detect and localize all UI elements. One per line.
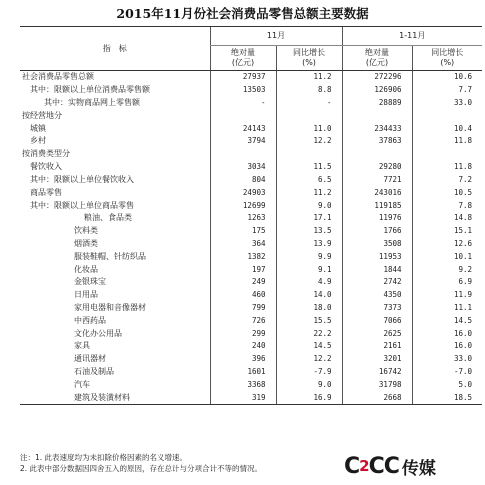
month-yoy-cell: 14.0 xyxy=(276,289,342,302)
ytd-yoy-cell: 6.9 xyxy=(412,276,482,289)
ytd-abs-cell: 243016 xyxy=(342,186,412,199)
table-row xyxy=(20,353,482,366)
ytd-yoy-cell: 10.6 xyxy=(412,71,482,84)
row-label: 烟酒类 xyxy=(74,238,98,248)
ytd-abs-cell xyxy=(342,148,412,161)
row-label: 家具 xyxy=(74,341,90,351)
month-abs-cell: 175 xyxy=(210,225,276,238)
month-abs-cell: 3368 xyxy=(210,379,276,392)
ytd-yoy-cell: 12.6 xyxy=(412,238,482,251)
month-yoy-cell: 9.9 xyxy=(276,250,342,263)
ytd-abs-cell: 2625 xyxy=(342,327,412,340)
ytd-yoy-cell: 10.1 xyxy=(412,250,482,263)
row-label: 家用电器和音像器材 xyxy=(74,303,146,313)
ytd-abs-cell: 4350 xyxy=(342,289,412,302)
month-abs-cell xyxy=(210,109,276,122)
ytd-abs-cell: 28889 xyxy=(342,97,412,110)
ytd-yoy-cell: 16.0 xyxy=(412,327,482,340)
month-yoy-cell: 9.0 xyxy=(276,379,342,392)
month-yoy-cell: 4.9 xyxy=(276,276,342,289)
month-abs-cell: 1263 xyxy=(210,212,276,225)
table-row xyxy=(20,327,482,340)
ytd-yoy-cell xyxy=(412,148,482,161)
ytd-yoy-cell: 11.9 xyxy=(412,289,482,302)
row-label: 按经营地分 xyxy=(22,110,62,120)
table-row xyxy=(20,109,482,122)
month-yoy-cell: 17.1 xyxy=(276,212,342,225)
month-abs-cell: 804 xyxy=(210,174,276,187)
month-abs-cell: 319 xyxy=(210,391,276,404)
indicator-header: 指 标 xyxy=(20,27,210,71)
ytd-yoy-cell: 14.8 xyxy=(412,212,482,225)
table-row xyxy=(20,289,482,302)
footnotes xyxy=(20,452,262,474)
table-row xyxy=(20,238,482,251)
table-row xyxy=(20,212,482,225)
month-yoy-cell: 11.0 xyxy=(276,122,342,135)
month-abs-cell: 13503 xyxy=(210,84,276,97)
ytd-group-header: 1-11月 xyxy=(342,27,482,46)
ytd-yoy-cell: 7.8 xyxy=(412,199,482,212)
ytd-abs-cell: 234433 xyxy=(342,122,412,135)
table-row xyxy=(20,263,482,276)
ytd-yoy-cell: 11.8 xyxy=(412,135,482,148)
row-label: 粮油、食品类 xyxy=(84,213,132,223)
ytd-abs-cell: 3201 xyxy=(342,353,412,366)
table-row xyxy=(20,340,482,353)
c2cc-logo xyxy=(344,453,474,479)
month-yoy-cell: 11.2 xyxy=(276,71,342,84)
ytd-abs-cell: 7066 xyxy=(342,314,412,327)
ytd-abs-cell: 7373 xyxy=(342,302,412,315)
ytd-yoy-cell: 16.0 xyxy=(412,340,482,353)
month-abs-cell: 799 xyxy=(210,302,276,315)
month-yoy-cell: 6.5 xyxy=(276,174,342,187)
row-label: 乡村 xyxy=(30,136,46,146)
row-label: 商品零售 xyxy=(30,187,62,197)
row-label: 餐饮收入 xyxy=(30,162,62,172)
month-yoy-cell: 13.9 xyxy=(276,238,342,251)
row-label: 石油及制品 xyxy=(74,367,114,377)
month-yoy-header: 同比增长 (%) xyxy=(276,46,342,71)
header-row-groups xyxy=(20,27,482,46)
table-row xyxy=(20,366,482,379)
month-abs-cell: 240 xyxy=(210,340,276,353)
table-row xyxy=(20,225,482,238)
month-abs-cell: - xyxy=(210,97,276,110)
table-row xyxy=(20,174,482,187)
ytd-abs-cell: 1766 xyxy=(342,225,412,238)
month-abs-header: 绝对量 (亿元) xyxy=(210,46,276,71)
ytd-yoy-cell: 7.7 xyxy=(412,84,482,97)
month-abs-cell: 27937 xyxy=(210,71,276,84)
month-yoy-cell: -7.9 xyxy=(276,366,342,379)
ytd-abs-cell: 11953 xyxy=(342,250,412,263)
ytd-abs-cell: 11976 xyxy=(342,212,412,225)
ytd-yoy-cell: 18.5 xyxy=(412,391,482,404)
row-label: 服装鞋帽、针纺织品 xyxy=(74,251,146,261)
month-yoy-cell xyxy=(276,109,342,122)
row-label: 其中：限额以上单位消费品零售额 xyxy=(30,85,150,95)
ytd-yoy-cell: 33.0 xyxy=(412,353,482,366)
ytd-abs-cell xyxy=(342,109,412,122)
ytd-yoy-cell: 11.1 xyxy=(412,302,482,315)
month-abs-cell: 1601 xyxy=(210,366,276,379)
month-abs-cell: 396 xyxy=(210,353,276,366)
ytd-yoy-cell: -7.0 xyxy=(412,366,482,379)
month-yoy-cell xyxy=(276,148,342,161)
row-label: 建筑及装潢材料 xyxy=(20,391,210,404)
ytd-abs-cell: 126906 xyxy=(342,84,412,97)
logo-mark: C2CC xyxy=(344,453,399,479)
row-label: 其中：限额以上单位餐饮收入 xyxy=(30,174,134,184)
ytd-abs-cell: 119185 xyxy=(342,199,412,212)
month-abs-cell: 12699 xyxy=(210,199,276,212)
table-row xyxy=(20,302,482,315)
month-yoy-cell: 11.2 xyxy=(276,186,342,199)
month-yoy-cell: 18.0 xyxy=(276,302,342,315)
ytd-abs-cell: 31798 xyxy=(342,379,412,392)
ytd-yoy-cell: 7.2 xyxy=(412,174,482,187)
ytd-yoy-header: 同比增长 (%) xyxy=(412,46,482,71)
row-label: 文化办公用品 xyxy=(74,328,122,338)
month-yoy-cell: 22.2 xyxy=(276,327,342,340)
row-label: 其中：限额以上单位商品零售 xyxy=(30,200,134,210)
month-abs-cell: 364 xyxy=(210,238,276,251)
table-row xyxy=(20,250,482,263)
table-row xyxy=(20,135,482,148)
ytd-yoy-cell: 11.8 xyxy=(412,161,482,174)
table-row xyxy=(20,97,482,110)
ytd-abs-cell: 37863 xyxy=(342,135,412,148)
row-label: 中西药品 xyxy=(74,315,106,325)
ytd-abs-cell: 2742 xyxy=(342,276,412,289)
footnote-1: 注：1. 此表速度均为未扣除价格因素的名义增速。 xyxy=(20,453,188,462)
ytd-yoy-cell: 33.0 xyxy=(412,97,482,110)
month-yoy-cell: 13.5 xyxy=(276,225,342,238)
month-abs-cell: 24903 xyxy=(210,186,276,199)
month-group-header: 11月 xyxy=(210,27,342,46)
page-title: 2015年11月份社会消费品零售总额主要数据 xyxy=(116,6,369,21)
ytd-yoy-cell: 14.5 xyxy=(412,314,482,327)
ytd-abs-cell: 272296 xyxy=(342,71,412,84)
row-label: 城镇 xyxy=(30,123,46,133)
month-yoy-cell: 16.9 xyxy=(276,391,342,404)
ytd-abs-cell: 16742 xyxy=(342,366,412,379)
row-label: 社会消费品零售总额 xyxy=(22,72,94,82)
table-row xyxy=(20,199,482,212)
month-yoy-cell: 12.2 xyxy=(276,135,342,148)
month-yoy-cell: 11.5 xyxy=(276,161,342,174)
table-body xyxy=(20,71,482,405)
month-abs-cell: 249 xyxy=(210,276,276,289)
retail-sales-table xyxy=(20,26,482,405)
month-abs-cell: 1382 xyxy=(210,250,276,263)
month-yoy-cell: 14.5 xyxy=(276,340,342,353)
row-label: 化妆品 xyxy=(74,264,98,274)
ytd-abs-cell: 7721 xyxy=(342,174,412,187)
month-yoy-cell: 8.8 xyxy=(276,84,342,97)
month-abs-cell: 24143 xyxy=(210,122,276,135)
ytd-abs-cell: 3508 xyxy=(342,238,412,251)
ytd-abs-cell: 2668 xyxy=(342,391,412,404)
row-label: 其中：实物商品网上零售额 xyxy=(44,98,140,108)
month-yoy-cell: 12.2 xyxy=(276,353,342,366)
row-label: 汽车 xyxy=(74,379,90,389)
logo-text: 传媒 xyxy=(401,458,436,479)
ytd-yoy-cell: 9.2 xyxy=(412,263,482,276)
ytd-yoy-cell xyxy=(412,109,482,122)
table-row xyxy=(20,71,482,84)
row-label: 按消费类型分 xyxy=(22,149,70,159)
table-row xyxy=(20,122,482,135)
table-row xyxy=(20,84,482,97)
footnote-2: 2. 此表中部分数据因四舍五入的原因，存在总计与分项合计不等的情况。 xyxy=(20,464,263,473)
row-label: 饮料类 xyxy=(74,226,98,236)
month-yoy-cell: - xyxy=(276,97,342,110)
ytd-abs-cell: 2161 xyxy=(342,340,412,353)
ytd-yoy-cell: 15.1 xyxy=(412,225,482,238)
ytd-abs-header: 绝对量 (亿元) xyxy=(342,46,412,71)
month-abs-cell xyxy=(210,148,276,161)
table-row xyxy=(20,391,482,404)
table-row xyxy=(20,148,482,161)
row-label: 日用品 xyxy=(74,290,98,300)
table-row xyxy=(20,161,482,174)
month-abs-cell: 726 xyxy=(210,314,276,327)
month-abs-cell: 3034 xyxy=(210,161,276,174)
month-abs-cell: 3794 xyxy=(210,135,276,148)
month-abs-cell: 197 xyxy=(210,263,276,276)
month-yoy-cell: 9.1 xyxy=(276,263,342,276)
table-row xyxy=(20,314,482,327)
ytd-abs-cell: 29280 xyxy=(342,161,412,174)
table-row xyxy=(20,379,482,392)
ytd-yoy-cell: 10.5 xyxy=(412,186,482,199)
table-row xyxy=(20,276,482,289)
month-abs-cell: 460 xyxy=(210,289,276,302)
ytd-yoy-cell: 10.4 xyxy=(412,122,482,135)
month-yoy-cell: 15.5 xyxy=(276,314,342,327)
ytd-abs-cell: 1844 xyxy=(342,263,412,276)
row-label: 金银珠宝 xyxy=(74,277,106,287)
row-label: 通讯器材 xyxy=(74,354,106,364)
month-yoy-cell: 9.0 xyxy=(276,199,342,212)
ytd-yoy-cell: 5.0 xyxy=(412,379,482,392)
table-row xyxy=(20,186,482,199)
month-abs-cell: 299 xyxy=(210,327,276,340)
